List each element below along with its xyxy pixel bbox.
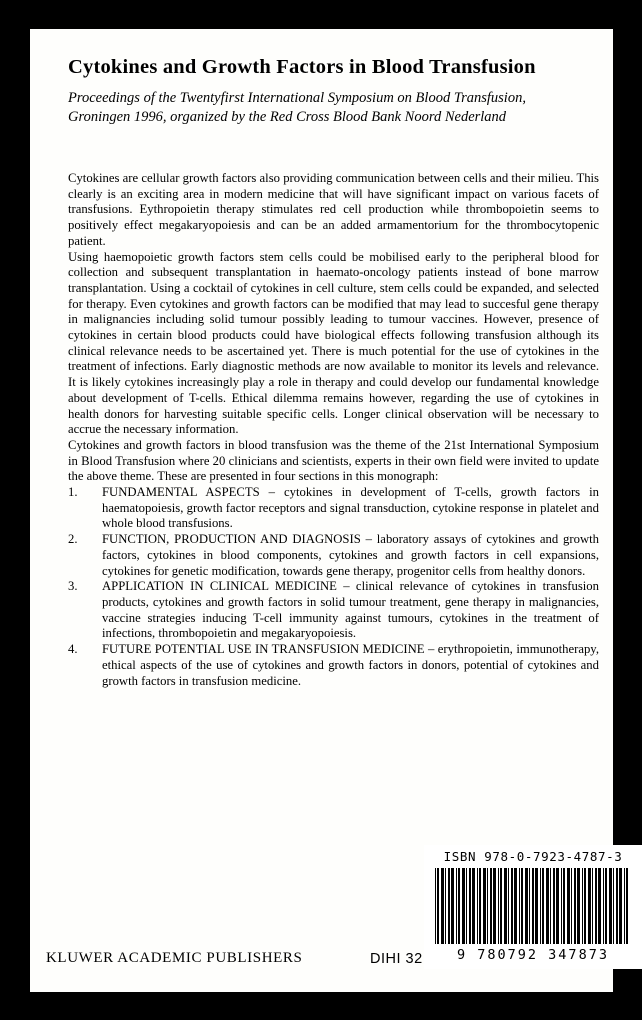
isbn-label: ISBN 978-0-7923-4787-3 (443, 849, 623, 864)
item-number: 1. (68, 485, 78, 500)
book-title: Cytokines and Growth Factors in Blood Transfusion (68, 56, 536, 78)
list-item (68, 485, 599, 532)
barcode-block (424, 845, 642, 969)
publisher-name: KLUWER ACADEMIC PUBLISHERS (46, 950, 303, 966)
barcode (424, 868, 642, 944)
item-text: FUNCTION, PRODUCTION AND DIAGNOSIS – laboratory assays of cytokines and growth factors, cytokines in blood components, cytokines and growth factors in cell expansions, cytokines for genetic modification, towards gene therapy, progenitor cells from healthy donors. (102, 532, 599, 578)
item-number: 2. (68, 532, 78, 547)
book-subtitle (68, 89, 599, 127)
sections-list (68, 485, 599, 689)
list-item (68, 532, 599, 579)
abstract-paragraph: Using haemopoietic growth factors stem cells could be mobilised early to the peripheral blood for collection and subsequent transplantation in haemato-oncology patients instead of bone marrow transplantation. Using a cocktail of cytokines in cell culture, stem cells could be expanded, and selected for therapy. Even cytokines and growth factors can be modified that may lead to succesful gene therapy in malignancies including solid tumour possibly leading to tumour vaccines. However, presence of cytokines in certain blood products could have biological effects following transfusion although its clinical relevance needs to be ascertained yet. There is much potential for the use of cytokines in the treatment of infections. Early diagnostic methods are now available to monitor its levels and relevance. It is likely cytokines increasingly play a role in therapy and could develop our fundamental knowledge about development of T-cells. Ethical dilemma remains however, regarding the use of cytokines in health donors for harvesting suitable specific cells. Longer clinical observation will be necessary to accrue the necessary information. (68, 249, 599, 437)
list-item (68, 579, 599, 642)
abstract-paragraph: Cytokines are cellular growth factors also providing communication between cells and their milieu. This clearly is an exciting area in modern medicine that will have significant impact on various facets of transfusions. Eythropoietin therapy stimulates red cell production while thrombopoietin seems to positively effect megakaryopoiesis and can be an added armamentorium for the thrombocytopenic patient. (68, 171, 599, 248)
item-number: 4. (68, 642, 78, 657)
list-item (68, 642, 599, 689)
abstract-paragraph: Cytokines and growth factors in blood transfusion was the theme of the 21st International Symposium in Blood Transfusion where 20 clinicians and scientists, experts in their own field were invited to update the above theme. These are presented in four sections in this monograph: (68, 437, 599, 484)
item-text: APPLICATION IN CLINICAL MEDICINE – clinical relevance of cytokines in transfusion products, cytokines and growth factors in solid tumour treatment, gene therapy in malignancies, vaccine strategies inducing T-cell immunity against tumours, cytokines in the treatment of infections, thrombopoietin and megakaryopoiesis. (102, 579, 599, 641)
barcode-digits: 9 780792 347873 (457, 947, 609, 963)
series-code: DIHI 32 (370, 951, 423, 967)
cover-content (30, 29, 613, 689)
item-text: FUNDAMENTAL ASPECTS – cytokines in development of T-cells, growth factors in haematopoiesis, growth factor receptors and signal transduction, cytokine response in platelet and whole blood transfusions. (102, 485, 599, 531)
item-number: 3. (68, 579, 78, 594)
subtitle-line-1: Proceedings of the Twentyfirst International Symposium on Blood Transfusion, (68, 90, 526, 106)
subtitle-line-2: Groningen 1996, organized by the Red Cross Blood Bank Noord Nederland (68, 109, 507, 125)
abstract-text (68, 171, 599, 689)
item-text: FUTURE POTENTIAL USE IN TRANSFUSION MEDICINE – erythropoietin, immunotherapy, ethical aspects of the use of cytokines and growth factors in donors, potential of cytokines and growth factors in transfusion medicine. (102, 642, 599, 688)
